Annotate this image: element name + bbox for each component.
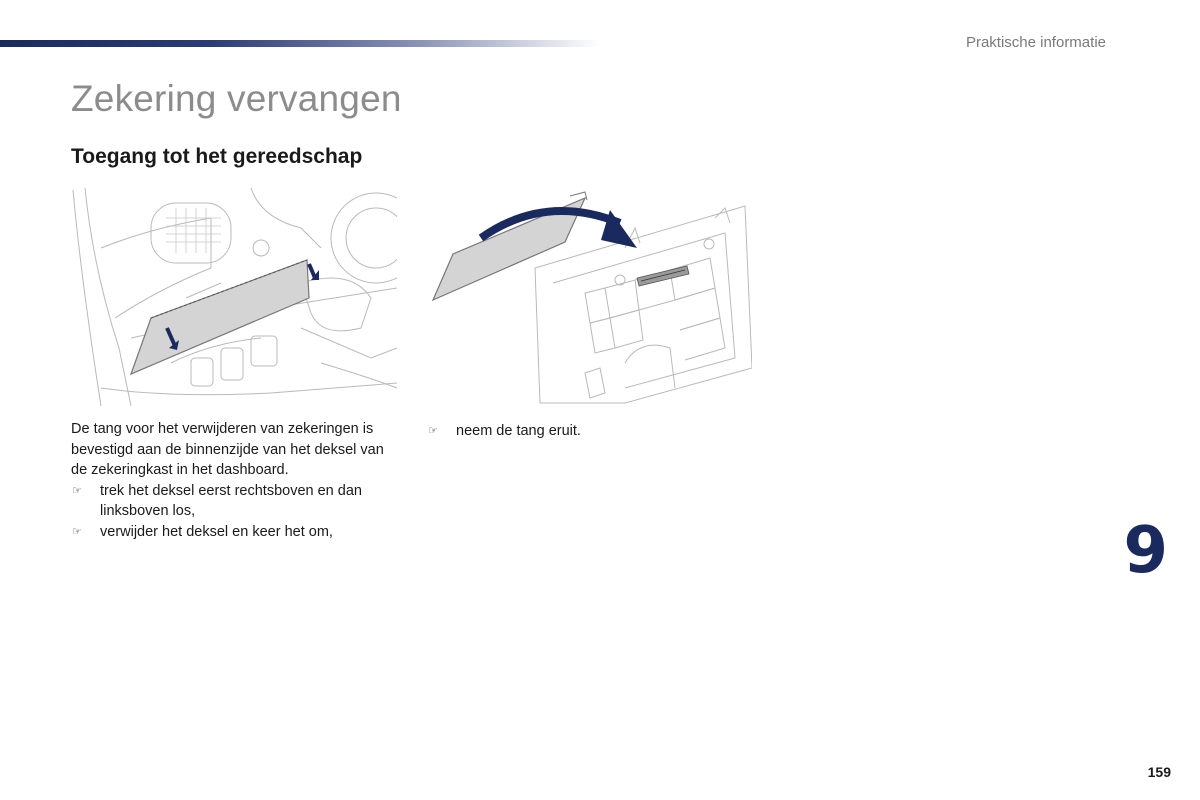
pointing-hand-icon: ☞ xyxy=(428,425,438,437)
step-text: neem de tang eruit. xyxy=(456,423,581,439)
step-text: trek het deksel eerst rechtsboven en dan linksboven los, xyxy=(100,482,362,519)
step-item xyxy=(427,421,757,442)
step-item xyxy=(71,481,391,522)
section-subtitle: Toegang tot het gereedschap xyxy=(71,145,363,168)
page-number: 159 xyxy=(1147,764,1171,780)
page-title: Zekering vervangen xyxy=(71,78,402,119)
step-text: verwijder het deksel en keer het om, xyxy=(100,523,333,540)
dashboard-cover-illustration xyxy=(71,188,397,406)
instructions-left xyxy=(71,419,391,542)
pointing-hand-icon: ☞ xyxy=(72,525,82,538)
chapter-number: 9 xyxy=(1123,514,1168,588)
section-label: Praktische informatie xyxy=(965,34,1106,51)
step-item xyxy=(71,522,391,543)
instructions-right xyxy=(427,421,757,442)
header-accent-bar xyxy=(0,40,600,47)
cover-flip-illustration xyxy=(425,188,752,406)
intro-paragraph: De tang voor het verwijderen van zekeringen is bevestigd aan de binnenzijde van het deksel van de zekeringkast in het dashboard. xyxy=(71,421,384,478)
pointing-hand-icon: ☞ xyxy=(72,484,82,497)
